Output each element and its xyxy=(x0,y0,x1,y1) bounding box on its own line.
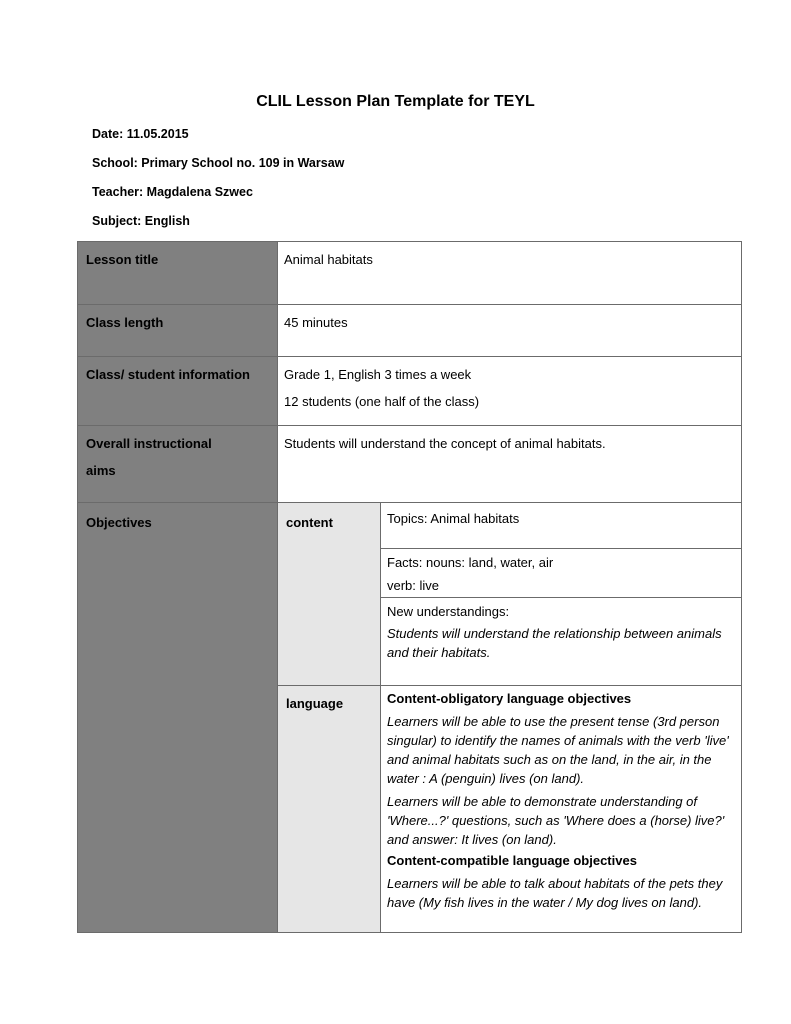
lesson-title-value: Animal habitats xyxy=(278,242,742,305)
class-length-value: 45 minutes xyxy=(278,305,742,357)
new-understandings-text: Students will understand the relationship between animals and their habitats. xyxy=(387,626,722,660)
content-label: content xyxy=(278,503,381,686)
content-facts-line-1: Facts: nouns: land, water, air xyxy=(387,555,554,570)
row-overall-aims xyxy=(78,426,742,503)
class-info-line-2: 12 students (one half of the class) xyxy=(284,394,480,409)
lesson-plan-table xyxy=(77,241,742,933)
row-class-info xyxy=(78,357,742,426)
obligatory-item-1: Learners will be able to use the present tense (3rd person singular) to identify the names of animals with the verb 'live' and animal habitats such as on the land, in the air, in the water : A (penguin) lives (on land). xyxy=(387,714,729,786)
row-objectives-content-1 xyxy=(78,503,742,549)
row-class-length xyxy=(78,305,742,357)
class-length-label: Class length xyxy=(78,305,278,357)
row-lesson-title xyxy=(78,242,742,305)
meta-subject: Subject: English xyxy=(92,214,190,228)
overall-aims-value: Students will understand the concept of animal habitats. xyxy=(278,426,742,503)
language-objectives xyxy=(381,686,742,933)
overall-aims-label-line-2: aims xyxy=(86,463,116,478)
compatible-item-1: Learners will be able to talk about habitats of the pets they have (My fish lives in the water / My dog lives on land). xyxy=(387,876,723,910)
compatible-heading: Content-compatible language objectives xyxy=(387,853,637,868)
content-facts-line-2: verb: live xyxy=(387,578,440,593)
meta-teacher: Teacher: Magdalena Szwec xyxy=(92,185,253,199)
document-title-text: CLIL Lesson Plan Template for TEYL xyxy=(256,93,535,110)
lesson-title-label: Lesson title xyxy=(78,242,278,305)
class-info-value xyxy=(278,357,742,426)
overall-aims-label xyxy=(78,426,278,503)
overall-aims-label-line-1: Overall instructional xyxy=(86,436,212,451)
new-understandings-heading: New understandings: xyxy=(387,604,510,619)
obligatory-heading: Content-obligatory language objectives xyxy=(387,691,632,706)
objectives-label: Objectives xyxy=(78,503,278,933)
class-info-label: Class/ student information xyxy=(78,357,278,426)
document-title xyxy=(0,93,791,111)
content-new-understandings xyxy=(381,598,742,686)
language-label: language xyxy=(278,686,381,933)
content-topics: Topics: Animal habitats xyxy=(381,503,742,549)
obligatory-item-2: Learners will be able to demonstrate understanding of 'Where...?' questions, such as 'Where does a (horse) live?' and answer: It lives (on land). xyxy=(387,794,725,847)
meta-school: School: Primary School no. 109 in Warsaw xyxy=(92,156,345,170)
class-info-line-1: Grade 1, English 3 times a week xyxy=(284,367,472,382)
content-facts xyxy=(381,549,742,598)
meta-date: Date: 11.05.2015 xyxy=(92,127,189,141)
